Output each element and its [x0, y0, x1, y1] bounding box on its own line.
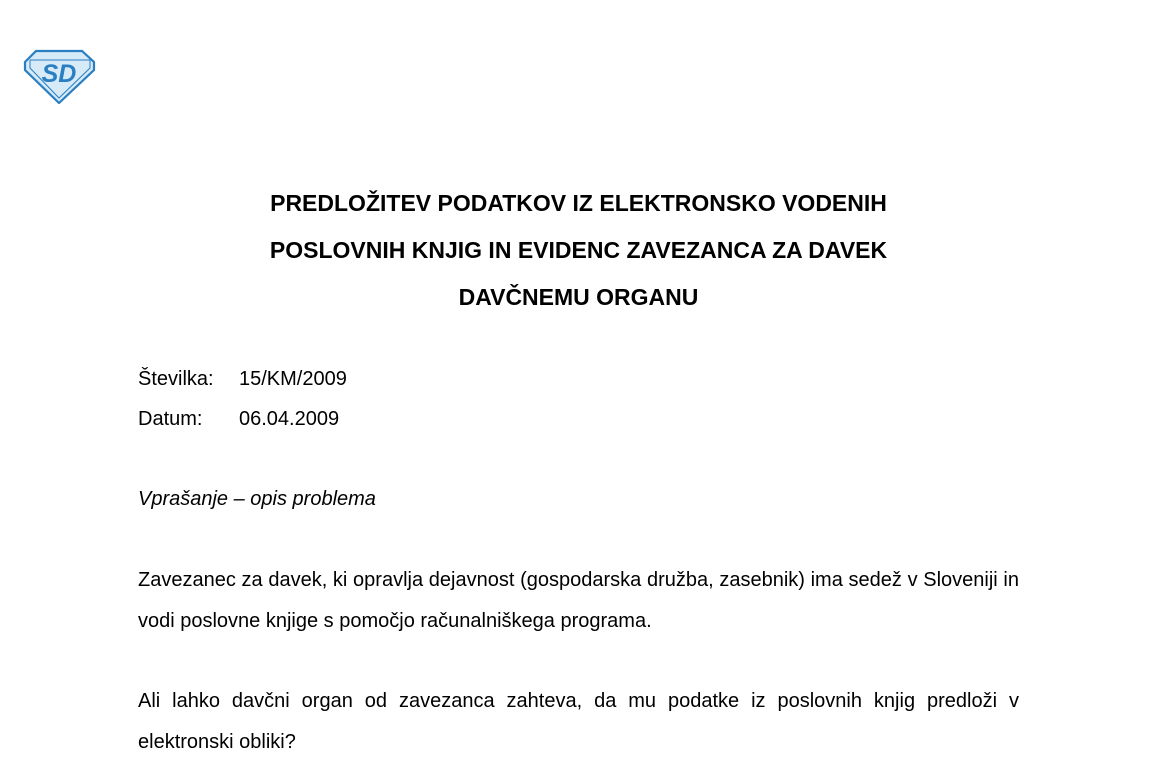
- paragraph-1: Zavezanec za davek, ki opravlja dejavnost (gospodarska družba, zasebnik) ima sedež v Sloveniji in vodi poslovne knjige s pomočjo računalniškega programa.: [138, 569, 1019, 632]
- title-line-1: PREDLOŽITEV PODATKOV IZ ELEKTRONSKO VODENIH: [270, 190, 887, 216]
- date-label: Datum:: [138, 408, 203, 430]
- company-logo: [22, 48, 96, 104]
- number-value: 15/KM/2009: [239, 368, 347, 390]
- document-date: [138, 407, 339, 431]
- date-value: 06.04.2009: [239, 408, 340, 430]
- logo-text: SD: [41, 60, 77, 88]
- paragraph-2: Ali lahko davčni organ od zavezanca zahteva, da mu podatke iz poslovnih knjig predloži v elektronski obliki?: [138, 690, 1019, 753]
- document-title: [138, 180, 1019, 321]
- number-label: Številka:: [138, 368, 214, 390]
- document-number: [138, 367, 347, 391]
- section-heading: Vprašanje – opis problema: [138, 488, 376, 510]
- title-line-3: DAVČNEMU ORGANU: [458, 284, 699, 310]
- title-line-2: POSLOVNIH KNJIG IN EVIDENC ZAVEZANCA ZA DAVEK: [269, 237, 888, 263]
